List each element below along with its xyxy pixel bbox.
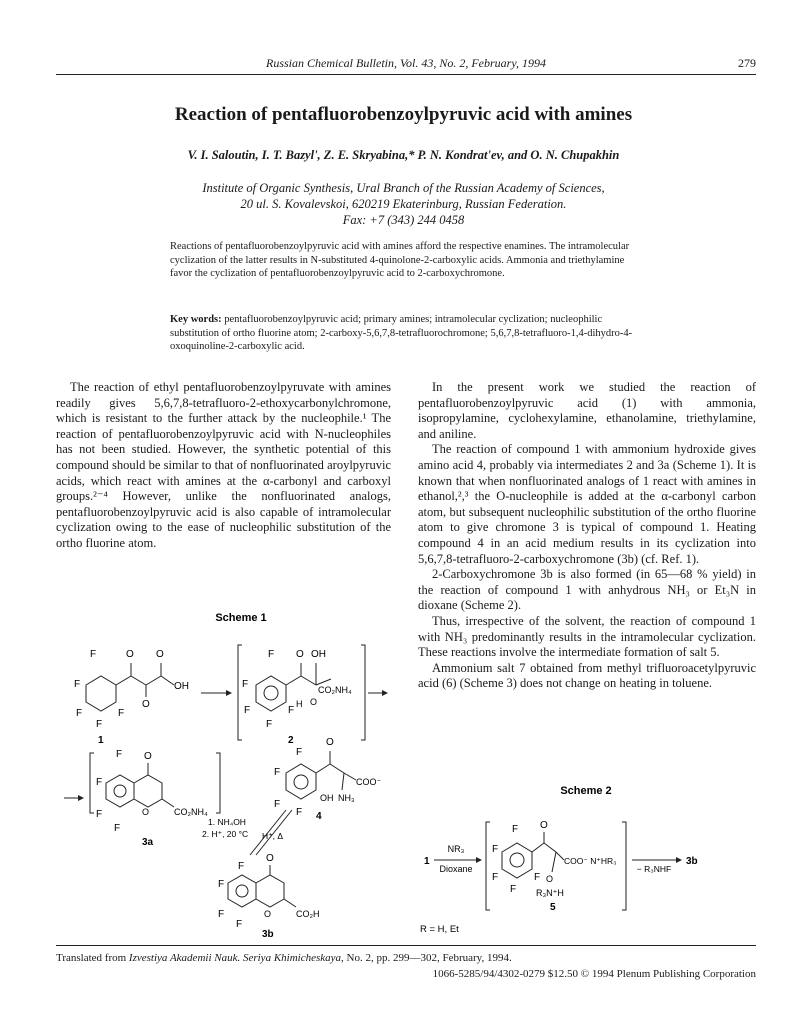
svg-text:NH₃: NH₃: [338, 793, 355, 803]
source-journal: Izvestiya Akademii Nauk. Seriya Khimicheskaya: [128, 952, 342, 964]
svg-text:F: F: [76, 708, 83, 719]
compound-label-2: 2: [288, 735, 294, 746]
svg-text:F: F: [296, 807, 303, 818]
affiliation: [100, 180, 707, 228]
svg-text:F: F: [510, 884, 517, 895]
scheme-2-figure: [418, 780, 756, 940]
scheme-2-ammonium: R₃N⁺H: [536, 888, 564, 898]
svg-text:F: F: [492, 872, 499, 883]
keywords-label: Key words:: [170, 314, 222, 325]
svg-text:O: O: [546, 874, 554, 884]
compound-label-1: 1: [98, 735, 104, 746]
svg-text:F: F: [90, 649, 97, 660]
svg-text:O: O: [142, 699, 150, 710]
compound-4-structure: [286, 751, 356, 799]
affiliation-fax: Fax: +7 (343) 244 0458: [342, 213, 465, 227]
svg-text:CO₂NH₄: CO₂NH₄: [318, 685, 352, 695]
compound-label-3b: 3b: [262, 929, 274, 940]
svg-text:F: F: [492, 844, 499, 855]
abstract: Reactions of pentafluorobenzoylpyruvic acid with amines afford the respective enamines. The intramolecular cyclization of the latter results in N-substituted 4-quinolone-2-carboxylic acids. Ammonia and triethylamine favor the cyclization of pentafluorobenzoylpyruvic acid to 2-carboxychromone.: [170, 241, 630, 279]
svg-text:O: O: [264, 909, 272, 919]
svg-text:F: F: [114, 823, 121, 834]
svg-text:OH: OH: [311, 649, 326, 660]
scheme-1-figure: [56, 605, 401, 940]
compound-label-3a: 3a: [142, 837, 154, 848]
svg-text:OH: OH: [174, 681, 189, 692]
svg-text:F: F: [116, 749, 123, 760]
svg-text:F: F: [218, 909, 225, 920]
svg-text:F: F: [236, 919, 243, 930]
keywords: [170, 313, 640, 354]
svg-text:F: F: [74, 679, 81, 690]
scheme-2-reagent: NR₃: [447, 844, 465, 854]
svg-text:CO₂H: CO₂H: [296, 909, 320, 919]
reagent-line-2: 2. H⁺, 20 °C: [202, 829, 249, 839]
svg-text:O: O: [326, 737, 334, 748]
compound-3a-structure: [90, 753, 220, 813]
scheme-2-elimination: − R₃NHF: [636, 864, 672, 874]
journal-citation: Russian Chemical Bulletin, Vol. 43, No. 2, February, 1994: [266, 56, 546, 70]
article-title: Reaction of pentafluorobenzoylpyruvic acid with amines: [174, 104, 633, 125]
svg-text:F: F: [534, 872, 541, 883]
header-rule: [56, 74, 756, 75]
copyright-line: 1066-5285/94/4302-0279 $12.50 © 1994 Plenum Publishing Corporation: [432, 968, 756, 980]
svg-text:H: H: [296, 699, 303, 709]
scheme-2-solvent: Dioxane: [439, 864, 473, 874]
svg-text:F: F: [268, 649, 275, 660]
svg-text:F: F: [288, 705, 295, 716]
right-paragraph-5: Ammonium salt 7 obtained from methyl trifluoroacetylpyruvic acid (6) (Scheme 3) does not change on heating in toluene.: [418, 660, 756, 691]
svg-text:O: O: [296, 649, 304, 660]
author-list: V. I. Saloutin, I. T. Bazyl', Z. E. Skryabina,* P. N. Kondrat'ev, and O. N. Chupakhin: [187, 148, 620, 162]
svg-text:F: F: [96, 809, 103, 820]
svg-text:F: F: [118, 708, 125, 719]
svg-text:CO₂NH₄: CO₂NH₄: [174, 807, 208, 817]
affiliation-line-2: 20 ul. S. Kovalevskoi, 620219 Ekaterinburg, Russian Federation.: [240, 197, 567, 211]
svg-text:F: F: [96, 719, 103, 730]
svg-text:O: O: [310, 697, 318, 707]
svg-text:F: F: [96, 777, 103, 788]
svg-text:O: O: [266, 853, 274, 864]
scheme-2-start: 1: [424, 856, 430, 867]
scheme-2-salt: COO⁻ N⁺HR₃: [564, 856, 617, 866]
svg-text:F: F: [244, 705, 251, 716]
right-column-text: [418, 380, 756, 692]
scheme-2-product: 3b: [686, 856, 698, 867]
left-column-text: [56, 380, 391, 552]
svg-text:OH: OH: [320, 793, 334, 803]
scheme-2-r-definition: R = H, Et: [420, 924, 459, 935]
svg-text:O: O: [144, 751, 152, 762]
right-paragraph-4: Thus, irrespective of the solvent, the reaction of compound 1 with NH₃ predominantly results in the intramolecular cyclization. These reactions involve the intermediate formation of salt 5.: [418, 613, 756, 660]
reagent-line-1: 1. NH₄OH: [208, 817, 246, 827]
right-paragraph-3: 2-Carboxychromone 3b is also formed (in 65—68 % yield) in the reaction of compound 1 with anhydrous NH₃ or Et₃N in dioxane (Scheme 2).: [418, 567, 756, 613]
translation-note: Translated from Izvestiya Akademii Nauk. Seriya Khimicheskaya, No. 2, pp. 299—302, February, 1994.: [56, 952, 512, 964]
svg-text:F: F: [512, 824, 519, 835]
svg-text:F: F: [238, 861, 245, 872]
svg-text:F: F: [274, 799, 281, 810]
right-paragraph-2: The reaction of compound 1 with ammonium hydroxide gives amino acid 4, probably via intermediates 2 and 3a (Scheme 1). It is known that when nonfluorinated analogs of 1 react with amines in ethanol,²,³ the O-nucleophile is added at the α-carbonyl carbon atom, but subsequent nucleophilic substitution of the ortho fluorine atom to give chromone 3 is typical of compound 1. Heating compound 4 in an acid medium results in its cyclization into 5,6,7,8-tetrafluoro-2-carboxychromone (3b) (cf. Ref. 1).: [418, 442, 756, 566]
svg-text:O: O: [156, 649, 164, 660]
scheme-2-label: Scheme 2: [560, 785, 612, 797]
page-number: 279: [738, 56, 756, 70]
affiliation-line-1: Institute of Organic Synthesis, Ural Branch of the Russian Academy of Sciences,: [202, 181, 605, 195]
compound-label-5: 5: [550, 902, 556, 913]
scheme-1-label: Scheme 1: [215, 612, 267, 624]
keywords-text: pentafluorobenzoylpyruvic acid; primary amines; intramolecular cyclization; nucleophilic substitution of ortho fluorine atom; 2-carboxy-5,6,7,8-tetrafluorochromone; 5,6,7,8-tetrafluoro-1,4-dihydro-4-oxoquinoline-2-carboxylic acid.: [170, 314, 633, 352]
svg-text:O: O: [540, 820, 548, 831]
svg-text:O: O: [142, 807, 150, 817]
svg-text:F: F: [266, 719, 273, 730]
footer-rule: [56, 945, 756, 946]
compound-label-4: 4: [316, 811, 322, 822]
svg-text:F: F: [242, 679, 249, 690]
svg-text:F: F: [274, 767, 281, 778]
svg-text:F: F: [218, 879, 225, 890]
svg-text:COO⁻: COO⁻: [356, 777, 382, 787]
svg-text:O: O: [126, 649, 134, 660]
compound-1-structure: [86, 663, 174, 711]
svg-text:F: F: [296, 747, 303, 758]
right-paragraph-1: In the present work we studied the reaction of pentafluorobenzoylpyruvic acid (1) with ammonia, isopropylamine, cyclohexylamine, ethanolamine, triethylamine, and aniline.: [418, 380, 756, 441]
reverse-condition: H⁺, Δ: [262, 831, 284, 841]
left-paragraph-1: The reaction of ethyl pentafluorobenzoylpyruvate with amines readily gives 5,6,7,8-tetrafluoro-2-ethoxycarbonylchromone, which is resistant to the further attack by the nucleophile.¹ The reaction of pentafluorobenzoylpyruvic acid with N-nucleophiles has not been studied. However, the synthetic potential of this compound should be similar to that of nonfluorinated aroylpyruvic acids, which react with amines at the α-carbonyl and carboxyl groups.²⁻⁴ However, unlike the nonfluorinated analogs, pentafluorobenzoylpyruvic acid is also capable of intramolecular cyclization owing to the ease of nucleophilic substitution of the ortho fluorine atom.: [56, 380, 391, 550]
